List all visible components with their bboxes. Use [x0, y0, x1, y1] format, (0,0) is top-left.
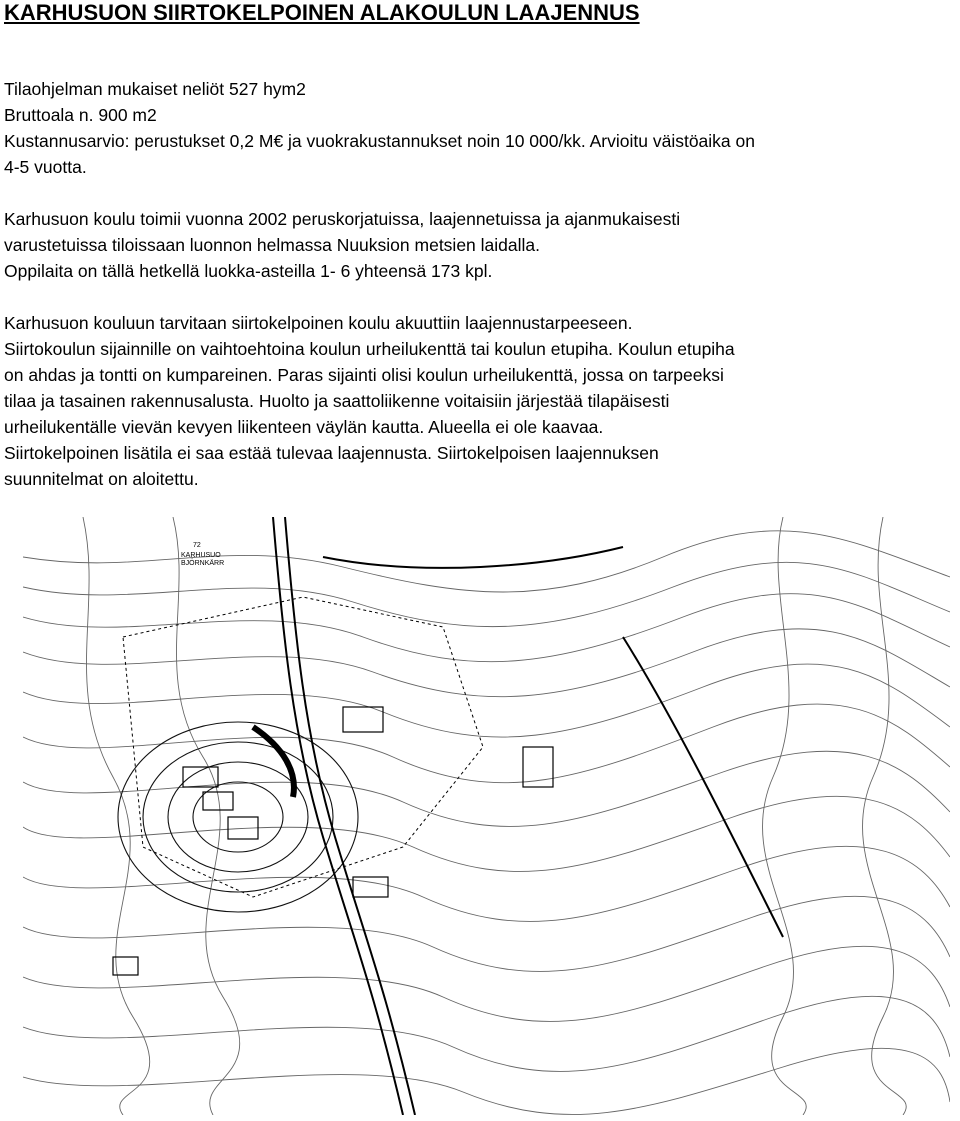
text-line: Siirtokelpoinen lisätila ei saa estää tulevaa laajennusta. Siirtokelpoisen laajennuksen	[4, 443, 659, 463]
map-label-number: 72	[193, 542, 201, 549]
text-line: suunnitelmat on aloitettu.	[4, 469, 199, 489]
site-map	[23, 517, 950, 1115]
paragraph-facts	[4, 76, 960, 180]
text-line: Oppilaita on tällä hetkellä luokka-asteilla 1- 6 yhteensä 173 kpl.	[4, 261, 493, 281]
text-line: Kustannusarvio: perustukset 0,2 M€ ja vuokrakustannukset noin 10 000/kk. Arvioitu väistöaika on	[4, 131, 755, 151]
topographic-map-graphic	[23, 517, 950, 1115]
paragraph-school-info	[4, 206, 960, 284]
map-label-name-sv: BJÖRNKÄRR	[181, 560, 225, 567]
paragraph-expansion-need	[4, 310, 960, 492]
document-title: KARHUSUON SIIRTOKELPOINEN ALAKOULUN LAAJENNUS	[4, 0, 640, 25]
text-line: Bruttoala n. 900 m2	[4, 105, 157, 125]
text-line: urheilukentälle vievän kevyen liikenteen väylän kautta. Alueella ei ole kaavaa.	[4, 417, 604, 437]
text-line: on ahdas ja tontti on kumpareinen. Paras sijainti olisi koulun urheilukenttä, jossa on tarpeeksi	[4, 365, 724, 385]
text-line: Tilaohjelman mukaiset neliöt 527 hym2	[4, 79, 306, 99]
text-line: Siirtokoulun sijainnille on vaihtoehtoina koulun urheilukenttä tai koulun etupiha. Koulun etupiha	[4, 339, 735, 359]
text-line: tilaa ja tasainen rakennusalusta. Huolto ja saattoliikenne voitaisiin järjestää tilapäisesti	[4, 391, 670, 411]
text-line: varustetuissa tiloissaan luonnon helmassa Nuuksion metsien laidalla.	[4, 235, 540, 255]
text-line: Karhusuon koulu toimii vuonna 2002 peruskorjatuissa, laajennetuissa ja ajanmukaisesti	[4, 209, 681, 229]
text-line: 4-5 vuotta.	[4, 157, 87, 177]
map-label-name-fi: KARHUSUO	[181, 552, 221, 559]
text-line: Karhusuon kouluun tarvitaan siirtokelpoinen koulu akuuttiin laajennustarpeeseen.	[4, 313, 633, 333]
